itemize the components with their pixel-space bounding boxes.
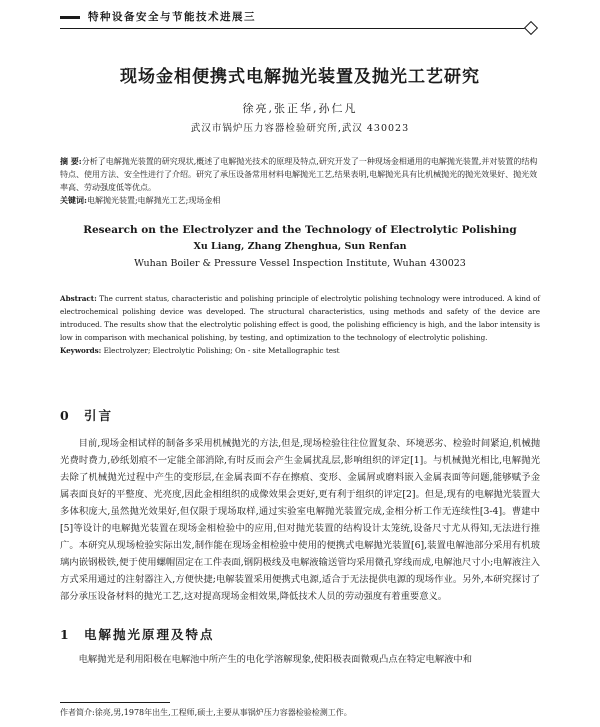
header-rule xyxy=(60,28,530,29)
affiliation-en: Wuhan Boiler & Pressure Vessel Inspection Institute, Wuhan 430023 xyxy=(134,258,466,269)
diamond-icon xyxy=(524,21,538,35)
paper-title-cn: 现场金相便携式电解抛光装置及抛光工艺研究 xyxy=(120,67,480,87)
abstract-en-text: The current status, characteristic and polishing principle of electrolytic polishing technology were introduced. A kind of electrochemical polishing device was developed. The structural characteristics, using methods and safety of the device are introduced. The results show that the electrolytic polishing effect is good, the polishing efficiency is high, and the labor intensity is low in comparison with mechanical polishing, by testing, and optimization to the technology of electrolytic polishing. xyxy=(60,294,540,342)
intro-paragraph: 目前,现场金相试样的制备多采用机械抛光的方法,但是,现场检验往往位置复杂、环境恶劣、检验时间紧迫,机械抛光费时费力,砂纸划痕不一定能全部消除,有时反而会产生金属扰乱层,影响组织的评定[1]。与机械抛光相比,电解抛光去除了机械抛光过程中产生的变形层,在金属表面不存在擦痕、变形、金属屑或磨料嵌入金属表面等问题,能够赋予金属表面良好的平整度、光亮度,因此金相组织的成像效果会更好,更有利于组织的评定[2]。但是,现有的电解抛光装置大多体积庞大,虽然抛光效果好,但仅限于现场取样,通过实验室电解抛光装置完成,金相分析工作无连续性[3-4]。曹建中[5]等设计的电解抛光装置在现场金相检验中的应用,但对抛光装置的结构设计太笼统,设备尺寸尤从得知,无法进行推广。本研究从现场检验实际出发,制作能在现场金相检验中使用的便携式电解抛光装置[6],装置电解池部分采用有机玻璃内嵌钢极铁,便于使用螺帽固定在工件表面,钢阴极线及电解液输送管均采用微孔穿线而成,电解池尺寸小;电解液注入方式采用通过的注射器注入,方便快捷;电解装置采用便携式电源,适合于无法提供电源的现场作业。另外,本研究探讨了部分承压设备材料的抛光工艺,这对提高现场金相效果,降低技术人员的劳动强度有着重要意义。 xyxy=(60,438,540,602)
abstract-en xyxy=(60,292,540,357)
author-footnote: 作者简介:徐亮,男,1978年出生,工程师,硕士,主要从事锅炉压力容器检验检测工作。 xyxy=(60,708,352,717)
running-header xyxy=(60,7,540,29)
keywords-cn-label: 关键词: xyxy=(60,195,87,205)
abstract-cn xyxy=(60,155,538,207)
section-number: 0 xyxy=(60,408,71,423)
section-title: 引言 xyxy=(84,408,114,423)
section-heading-principle xyxy=(60,625,215,643)
authors-en: Xu Liang, Zhang Zhenghua, Sun Renfan xyxy=(193,241,407,252)
authors-cn: 徐亮,张正华,孙仁凡 xyxy=(242,102,358,115)
header-mark xyxy=(60,16,80,19)
section-heading-intro xyxy=(60,406,113,424)
abstract-en-label: Abstract: xyxy=(60,294,97,303)
section-number: 1 xyxy=(60,627,71,642)
keywords-en-label: Keywords: xyxy=(60,346,102,355)
principle-paragraph: 电解抛光是利用阳极在电解池中所产生的电化学溶解现象,使阳极表面微观凸点在特定电解液中和 xyxy=(78,654,473,665)
affiliation-cn: 武汉市锅炉压力容器检验研究所,武汉 430023 xyxy=(190,123,410,134)
keywords-en: Electrolyzer; Electrolytic Polishing; On - site Metallographic test xyxy=(103,346,340,355)
paper-title-en: Research on the Electrolyzer and the Technology of Electrolytic Polishing xyxy=(83,224,517,236)
section-title: 电解抛光原理及特点 xyxy=(84,627,215,642)
abstract-cn-label: 摘 要: xyxy=(60,156,82,166)
keywords-cn: 电解抛光装置;电解抛光工艺;现场金相 xyxy=(86,196,221,205)
journal-name: 特种设备安全与节能技术进展三 xyxy=(88,11,256,23)
abstract-cn-text: 分析了电解抛光装置的研究现状,概述了电解抛光技术的原理及特点,研究开发了一种现场金相通用的电解抛光装置,并对装置的结构特点、使用方法、安全性进行了介绍。研究了承压设备常用材料电解抛光工艺,结果表明,电解抛光具有比机械抛光的抛光效果好、抛光效率高、劳动强度低等优点。 xyxy=(60,157,538,192)
footnote-rule xyxy=(60,702,170,703)
